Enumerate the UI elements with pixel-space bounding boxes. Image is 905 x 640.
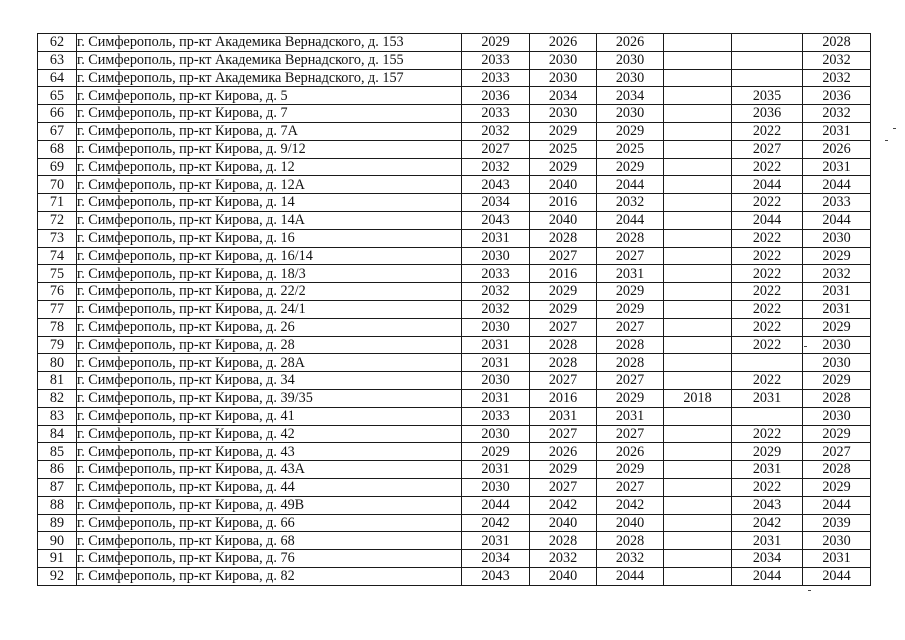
year-cell: 2018 (664, 389, 732, 407)
year-cell (732, 407, 803, 425)
year-cell: 2027 (732, 140, 803, 158)
year-cell (664, 211, 732, 229)
row-number-cell: 76 (38, 283, 77, 301)
year-cell: 2027 (530, 425, 597, 443)
year-cell: 2029 (803, 478, 871, 496)
table-row (38, 514, 871, 532)
year-cell: 2032 (597, 194, 664, 212)
year-cell: 2028 (597, 336, 664, 354)
year-cell: 2027 (597, 372, 664, 390)
year-cell: 2028 (803, 461, 871, 479)
table-row (38, 354, 871, 372)
table-row (38, 443, 871, 461)
year-cell: 2022 (732, 300, 803, 318)
year-cell: 2028 (530, 229, 597, 247)
year-cell (664, 336, 732, 354)
year-cell: 2030 (803, 229, 871, 247)
year-cell: 2029 (530, 461, 597, 479)
year-cell: 2026 (530, 34, 597, 52)
year-cell (664, 443, 732, 461)
year-cell: 2031 (462, 532, 530, 550)
year-cell (664, 425, 732, 443)
year-cell: 2029 (530, 283, 597, 301)
year-cell: 2030 (462, 247, 530, 265)
year-cell: 2022 (732, 318, 803, 336)
year-cell: 2029 (803, 372, 871, 390)
year-cell (664, 265, 732, 283)
row-number-cell: 89 (38, 514, 77, 532)
year-cell: 2026 (530, 443, 597, 461)
year-cell: 2042 (597, 496, 664, 514)
year-cell: 2044 (803, 567, 871, 585)
address-cell: г. Симферополь, пр-кт Кирова, д. 44 (77, 478, 462, 496)
year-cell: 2031 (803, 122, 871, 140)
year-cell: 2044 (597, 211, 664, 229)
table-row (38, 550, 871, 568)
year-cell (732, 69, 803, 87)
year-cell: 2029 (530, 300, 597, 318)
year-cell: 2029 (462, 443, 530, 461)
year-cell: 2028 (803, 34, 871, 52)
table-row (38, 194, 871, 212)
year-cell: 2040 (530, 514, 597, 532)
year-cell: 2031 (803, 283, 871, 301)
row-number-cell: 77 (38, 300, 77, 318)
year-cell: 2030 (597, 105, 664, 123)
row-number-cell: 91 (38, 550, 77, 568)
address-cell: г. Симферополь, пр-кт Кирова, д. 42 (77, 425, 462, 443)
year-cell: 2032 (803, 51, 871, 69)
year-cell: 2031 (732, 389, 803, 407)
address-cell: г. Симферополь, пр-кт Кирова, д. 22/2 (77, 283, 462, 301)
year-cell: 2029 (530, 122, 597, 140)
year-cell (732, 354, 803, 372)
scan-speck (804, 346, 807, 347)
year-cell: 2032 (462, 158, 530, 176)
year-cell: 2029 (597, 461, 664, 479)
year-cell: 2030 (803, 336, 871, 354)
year-cell: 2033 (462, 69, 530, 87)
year-cell: 2030 (462, 478, 530, 496)
scan-speck (808, 590, 811, 591)
address-cell: г. Симферополь, пр-кт Кирова, д. 12А (77, 176, 462, 194)
table-row (38, 140, 871, 158)
year-cell: 2027 (530, 318, 597, 336)
year-cell: 2022 (732, 478, 803, 496)
year-cell: 2044 (803, 211, 871, 229)
year-cell: 2043 (462, 567, 530, 585)
row-number-cell: 65 (38, 87, 77, 105)
year-cell: 2034 (530, 87, 597, 105)
row-number-cell: 64 (38, 69, 77, 87)
year-cell (664, 550, 732, 568)
year-cell: 2030 (597, 51, 664, 69)
year-cell: 2042 (732, 514, 803, 532)
year-cell (664, 567, 732, 585)
year-cell: 2016 (530, 389, 597, 407)
scan-speck (893, 128, 896, 129)
table-row (38, 478, 871, 496)
year-cell: 2022 (732, 247, 803, 265)
year-cell (664, 247, 732, 265)
year-cell: 2029 (597, 389, 664, 407)
table-row (38, 461, 871, 479)
year-cell: 2029 (597, 122, 664, 140)
year-cell: 2033 (462, 265, 530, 283)
year-cell: 2027 (530, 372, 597, 390)
table-body (38, 34, 871, 586)
address-cell: г. Симферополь, пр-кт Кирова, д. 12 (77, 158, 462, 176)
row-number-cell: 81 (38, 372, 77, 390)
table-row (38, 265, 871, 283)
year-cell: 2044 (803, 176, 871, 194)
year-cell: 2044 (597, 567, 664, 585)
year-cell: 2030 (803, 354, 871, 372)
address-cell: г. Симферополь, пр-кт Академика Вернадского, д. 157 (77, 69, 462, 87)
row-number-cell: 63 (38, 51, 77, 69)
year-cell: 2030 (530, 105, 597, 123)
table-row (38, 283, 871, 301)
address-cell: г. Симферополь, пр-кт Кирова, д. 43А (77, 461, 462, 479)
row-number-cell: 85 (38, 443, 77, 461)
table-row (38, 247, 871, 265)
table-row (38, 51, 871, 69)
year-cell: 2030 (530, 51, 597, 69)
year-cell: 2029 (732, 443, 803, 461)
year-cell (664, 87, 732, 105)
year-cell: 2029 (803, 247, 871, 265)
year-cell: 2028 (803, 389, 871, 407)
year-cell (664, 122, 732, 140)
year-cell: 2027 (803, 443, 871, 461)
row-number-cell: 67 (38, 122, 77, 140)
year-cell (664, 461, 732, 479)
year-cell: 2031 (803, 550, 871, 568)
year-cell: 2032 (462, 300, 530, 318)
year-cell: 2025 (530, 140, 597, 158)
year-cell (664, 105, 732, 123)
year-cell: 2031 (732, 532, 803, 550)
year-cell: 2031 (462, 336, 530, 354)
table-row (38, 34, 871, 52)
row-number-cell: 62 (38, 34, 77, 52)
table-row (38, 532, 871, 550)
address-cell: г. Симферополь, пр-кт Кирова, д. 41 (77, 407, 462, 425)
year-cell: 2032 (462, 122, 530, 140)
year-cell: 2036 (732, 105, 803, 123)
row-number-cell: 68 (38, 140, 77, 158)
year-cell (664, 514, 732, 532)
scan-speck (885, 140, 888, 141)
year-cell: 2040 (597, 514, 664, 532)
year-cell: 2034 (462, 194, 530, 212)
year-cell: 2031 (732, 461, 803, 479)
year-cell: 2044 (803, 496, 871, 514)
year-cell: 2030 (462, 318, 530, 336)
year-cell: 2042 (530, 496, 597, 514)
year-cell: 2029 (597, 300, 664, 318)
row-number-cell: 84 (38, 425, 77, 443)
year-cell: 2031 (803, 300, 871, 318)
address-cell: г. Симферополь, пр-кт Академика Вернадского, д. 153 (77, 34, 462, 52)
address-cell: г. Симферополь, пр-кт Кирова, д. 16/14 (77, 247, 462, 265)
year-cell: 2027 (530, 247, 597, 265)
address-cell: г. Симферополь, пр-кт Кирова, д. 49В (77, 496, 462, 514)
year-cell: 2044 (462, 496, 530, 514)
year-cell: 2026 (597, 34, 664, 52)
year-cell: 2044 (732, 567, 803, 585)
year-cell: 2032 (597, 550, 664, 568)
year-cell: 2032 (803, 105, 871, 123)
year-cell (664, 407, 732, 425)
year-cell (664, 229, 732, 247)
year-cell: 2028 (597, 229, 664, 247)
year-cell (664, 532, 732, 550)
year-cell (732, 34, 803, 52)
year-cell: 2034 (597, 87, 664, 105)
year-cell: 2029 (597, 158, 664, 176)
year-cell: 2031 (530, 407, 597, 425)
year-cell: 2030 (530, 69, 597, 87)
year-cell: 2027 (597, 247, 664, 265)
year-cell: 2040 (530, 176, 597, 194)
table-row (38, 567, 871, 585)
year-cell: 2029 (597, 283, 664, 301)
year-cell: 2032 (803, 69, 871, 87)
address-cell: г. Симферополь, пр-кт Кирова, д. 14 (77, 194, 462, 212)
year-cell: 2028 (597, 532, 664, 550)
address-cell: г. Симферополь, пр-кт Кирова, д. 28А (77, 354, 462, 372)
year-cell: 2022 (732, 372, 803, 390)
row-number-cell: 72 (38, 211, 77, 229)
year-cell (664, 372, 732, 390)
year-cell: 2026 (597, 443, 664, 461)
address-cell: г. Симферополь, пр-кт Кирова, д. 7А (77, 122, 462, 140)
address-cell: г. Симферополь, пр-кт Академика Вернадского, д. 155 (77, 51, 462, 69)
year-cell: 2033 (803, 194, 871, 212)
year-cell: 2028 (530, 532, 597, 550)
year-cell (664, 69, 732, 87)
year-cell: 2031 (462, 229, 530, 247)
year-cell: 2039 (803, 514, 871, 532)
year-cell: 2031 (462, 354, 530, 372)
table-row (38, 425, 871, 443)
year-cell: 2022 (732, 336, 803, 354)
address-cell: г. Симферополь, пр-кт Кирова, д. 66 (77, 514, 462, 532)
address-cell: г. Симферополь, пр-кт Кирова, д. 34 (77, 372, 462, 390)
row-number-cell: 79 (38, 336, 77, 354)
year-cell: 2031 (597, 407, 664, 425)
year-cell: 2022 (732, 425, 803, 443)
year-cell: 2022 (732, 265, 803, 283)
row-number-cell: 78 (38, 318, 77, 336)
year-cell: 2032 (530, 550, 597, 568)
year-cell (664, 354, 732, 372)
year-cell: 2032 (803, 265, 871, 283)
year-cell: 2044 (732, 211, 803, 229)
year-cell: 2027 (597, 318, 664, 336)
row-number-cell: 73 (38, 229, 77, 247)
year-cell: 2031 (597, 265, 664, 283)
year-cell: 2025 (597, 140, 664, 158)
year-cell: 2034 (732, 550, 803, 568)
table-row (38, 318, 871, 336)
year-cell: 2044 (732, 176, 803, 194)
year-cell: 2036 (803, 87, 871, 105)
row-number-cell: 87 (38, 478, 77, 496)
row-number-cell: 86 (38, 461, 77, 479)
address-cell: г. Симферополь, пр-кт Кирова, д. 16 (77, 229, 462, 247)
year-cell: 2027 (597, 478, 664, 496)
year-cell: 2029 (803, 318, 871, 336)
year-cell: 2036 (462, 87, 530, 105)
address-cell: г. Симферополь, пр-кт Кирова, д. 39/35 (77, 389, 462, 407)
year-cell (732, 51, 803, 69)
row-number-cell: 66 (38, 105, 77, 123)
year-cell (664, 496, 732, 514)
table-row (38, 300, 871, 318)
year-cell: 2027 (530, 478, 597, 496)
address-cell: г. Симферополь, пр-кт Кирова, д. 28 (77, 336, 462, 354)
year-cell: 2029 (803, 425, 871, 443)
year-cell (664, 51, 732, 69)
row-number-cell: 82 (38, 389, 77, 407)
row-number-cell: 92 (38, 567, 77, 585)
table-row (38, 122, 871, 140)
address-cell: г. Симферополь, пр-кт Кирова, д. 43 (77, 443, 462, 461)
year-cell (664, 283, 732, 301)
row-number-cell: 71 (38, 194, 77, 212)
year-cell: 2016 (530, 265, 597, 283)
address-cell: г. Симферополь, пр-кт Кирова, д. 18/3 (77, 265, 462, 283)
row-number-cell: 90 (38, 532, 77, 550)
address-cell: г. Симферополь, пр-кт Кирова, д. 7 (77, 105, 462, 123)
year-cell: 2026 (803, 140, 871, 158)
year-cell (664, 176, 732, 194)
year-cell (664, 300, 732, 318)
address-cell: г. Симферополь, пр-кт Кирова, д. 24/1 (77, 300, 462, 318)
year-cell: 2031 (803, 158, 871, 176)
table-row (38, 496, 871, 514)
year-cell: 2033 (462, 51, 530, 69)
row-number-cell: 80 (38, 354, 77, 372)
year-cell: 2035 (732, 87, 803, 105)
year-cell: 2040 (530, 567, 597, 585)
year-cell: 2022 (732, 283, 803, 301)
year-cell: 2040 (530, 211, 597, 229)
year-cell: 2027 (462, 140, 530, 158)
address-cell: г. Симферополь, пр-кт Кирова, д. 5 (77, 87, 462, 105)
year-cell: 2030 (803, 532, 871, 550)
year-cell (664, 194, 732, 212)
year-cell: 2022 (732, 194, 803, 212)
row-number-cell: 70 (38, 176, 77, 194)
address-cell: г. Симферополь, пр-кт Кирова, д. 76 (77, 550, 462, 568)
row-number-cell: 74 (38, 247, 77, 265)
year-cell: 2042 (462, 514, 530, 532)
year-cell: 2043 (462, 176, 530, 194)
year-cell: 2030 (462, 372, 530, 390)
year-cell: 2030 (462, 425, 530, 443)
row-number-cell: 75 (38, 265, 77, 283)
year-cell: 2033 (462, 407, 530, 425)
year-cell: 2033 (462, 105, 530, 123)
year-cell: 2043 (732, 496, 803, 514)
year-cell (664, 478, 732, 496)
year-cell: 2043 (462, 211, 530, 229)
row-number-cell: 69 (38, 158, 77, 176)
year-cell (664, 140, 732, 158)
table-row (38, 229, 871, 247)
table-row (38, 372, 871, 390)
table-row (38, 336, 871, 354)
year-cell: 2028 (597, 354, 664, 372)
address-cell: г. Симферополь, пр-кт Кирова, д. 26 (77, 318, 462, 336)
year-cell: 2028 (530, 354, 597, 372)
year-cell: 2030 (803, 407, 871, 425)
year-cell: 2029 (462, 34, 530, 52)
address-cell: г. Симферополь, пр-кт Кирова, д. 82 (77, 567, 462, 585)
table-row (38, 69, 871, 87)
year-cell: 2032 (462, 283, 530, 301)
address-cell: г. Симферополь, пр-кт Кирова, д. 68 (77, 532, 462, 550)
year-cell: 2016 (530, 194, 597, 212)
year-cell: 2022 (732, 158, 803, 176)
year-cell: 2031 (462, 461, 530, 479)
year-cell (664, 34, 732, 52)
year-cell: 2044 (597, 176, 664, 194)
year-cell: 2030 (597, 69, 664, 87)
year-cell: 2027 (597, 425, 664, 443)
address-cell: г. Симферополь, пр-кт Кирова, д. 9/12 (77, 140, 462, 158)
table-row (38, 389, 871, 407)
table-row (38, 158, 871, 176)
row-number-cell: 88 (38, 496, 77, 514)
year-cell (664, 318, 732, 336)
year-cell: 2031 (462, 389, 530, 407)
table-row (38, 87, 871, 105)
table-row (38, 407, 871, 425)
year-cell: 2028 (530, 336, 597, 354)
year-cell: 2034 (462, 550, 530, 568)
year-cell (664, 158, 732, 176)
table-row (38, 105, 871, 123)
year-cell: 2022 (732, 229, 803, 247)
row-number-cell: 83 (38, 407, 77, 425)
year-cell: 2022 (732, 122, 803, 140)
year-cell: 2029 (530, 158, 597, 176)
schedule-table (37, 33, 871, 586)
address-cell: г. Симферополь, пр-кт Кирова, д. 14А (77, 211, 462, 229)
table-row (38, 176, 871, 194)
table-row (38, 211, 871, 229)
